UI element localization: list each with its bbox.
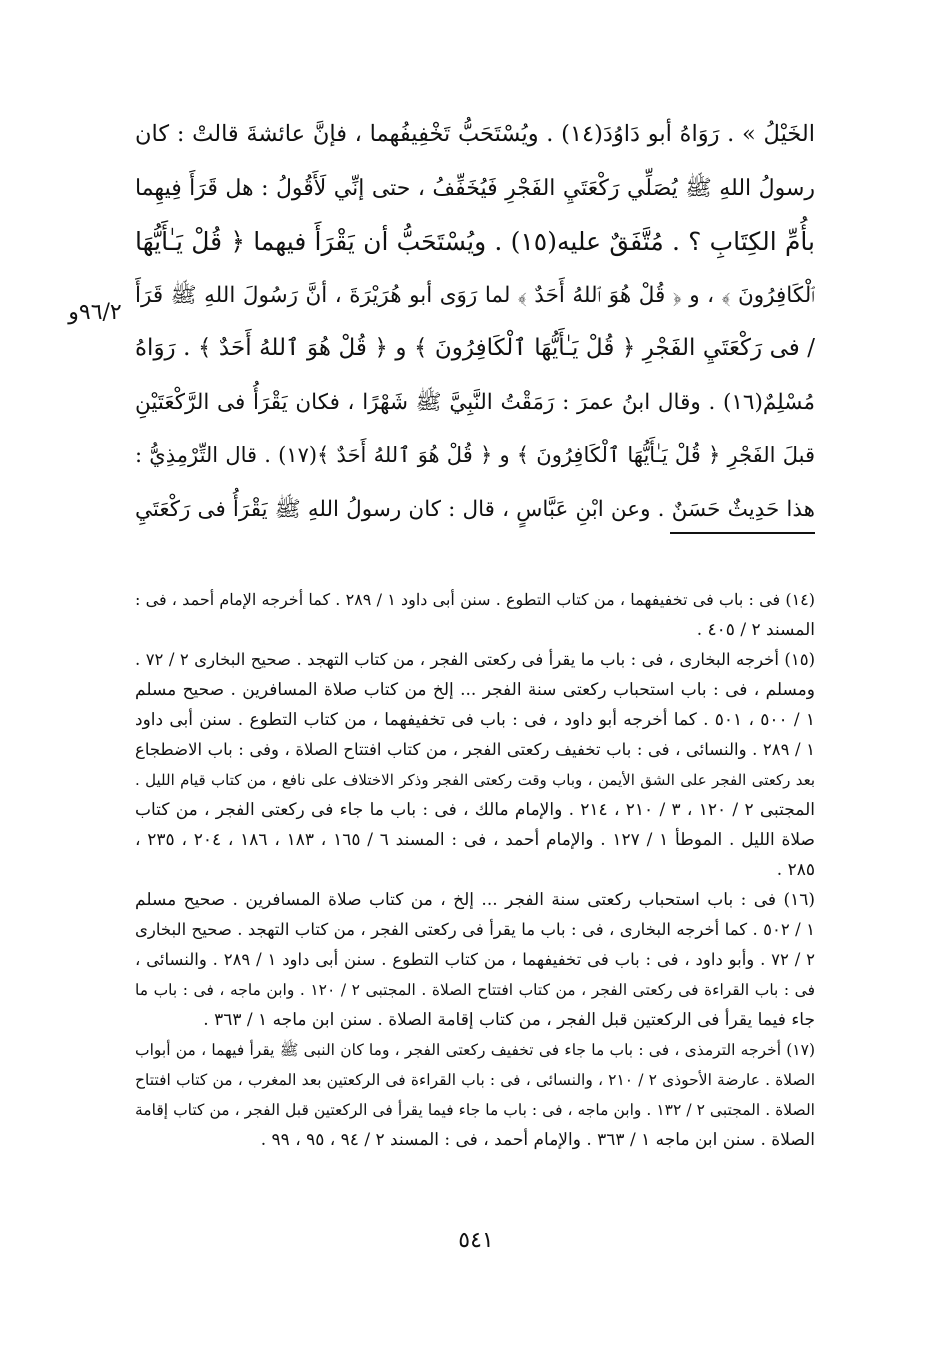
footnote-line: الصلاة . عارضة الأحوذى ٢ / ٢١٠ ، والنسائى ، فى : باب القراءة فى الركعتين بعد المغرب ، من كتاب افتتاح bbox=[135, 1071, 815, 1089]
footnote-line: الصلاة . المجتبى ٢ / ١٣٢ . وابن ماجه ، فى : باب ما جاء فيما يقرأ فى الركعتين قبل الفجر ، من كتاب إقامة bbox=[135, 1101, 815, 1119]
footnote-line: ٢٨٥ . bbox=[776, 860, 815, 880]
body-line: رسولُ اللهِ ﷺ يُصَلِّي رَكْعَتَيِ الفَجْرِ فَيُخَفِّفُ ، حتى إنِّي لَأَقُولُ : هل قَرَأَ فِيهِما bbox=[135, 175, 815, 201]
footnote-line: (١٧) أخرجه الترمذى ، فى : باب ما جاء فى تخفيف ركعتى الفجر ، وما كان النبى ﷺ يقرأ فيهما ، من أبواب bbox=[135, 1041, 815, 1059]
footnote-line: (١٥) أخرجه البخارى ، فى : باب ما يقرأ فى ركعتى الفجر ، من كتاب التهجد . صحيح البخارى ٢ / ٧٢ . bbox=[135, 650, 815, 669]
footnote-line: جاء فيما يقرأ فى الركعتين قبل الفجر ، من كتاب إقامة الصلاة . سنن ابن ماجه ١ / ٣٦٣ . bbox=[203, 1010, 815, 1030]
body-line: هذا حَدِيثٌ حَسَنٌ . وعن ابْنِ عَبَّاسٍ ، قال : كان رسولُ اللهِ ﷺ يَقْرَأُ فى رَكْعَتَيِ bbox=[135, 496, 815, 522]
footnote-line: المسند ٢ / ٤٠٥ . bbox=[696, 620, 815, 640]
body-line: الخَيْلُ » . رَوَاهُ أبو دَاوُدَ(١٤) . ويُسْتَحَبُّ تَخْفِيفُهما ، فإنَّ عائشةَ قالتْ : كان bbox=[135, 121, 815, 147]
body-line: قبلَ الفَجْرِ ﴿ قُلْ يَـٰأَيُّهَا ٱلْكَافِرُونَ ﴾ و ﴿ قُلْ هُوَ ٱللهُ أَحَدٌ ﴾(١٧) . قال التِّرْمِذِيُّ : bbox=[135, 443, 815, 467]
body-line: ٱلْكَافِرُونَ ﴾ ، و ﴿ قُلْ هُوَ ٱللهُ أَحَدٌ ﴾ لما رَوَى أبو هُرَيْرَةَ ، أنَّ رَسُولَ اللهِ ﷺ قَرَأَ bbox=[135, 282, 815, 308]
footnote-line: ١ / ٥٠٠ ، ٥٠١ . كما أخرجه أبو داود ، فى : باب فى تخفيفهما ، من كتاب التطوع . سنن أبى داود bbox=[135, 710, 815, 730]
main-text bbox=[135, 108, 815, 536]
footnote-line: الصلاة . سنن ابن ماجه ١ / ٣٦٣ . والإمام أحمد ، فى : المسند ٢ / ٩٤ ، ٩٥ ، ٩٩ . bbox=[260, 1130, 815, 1150]
footnote-line: صلاة الليل . الموطأ ١ / ١٢٧ . والإمام أحمد ، فى : المسند ٦ / ١٦٥ ، ١٨٣ ، ١٨٦ ، ٢٠٤ ، ٢٣٥ ، bbox=[135, 830, 815, 850]
footnote-line: بعد ركعتى الفجر على الشق الأيمن ، وباب وقت ركعتى الفجر وذكر الاختلاف على نافع ، من كتاب قيام الليل . bbox=[135, 771, 815, 789]
footnote-line: ١ / ٢٨٩ . والنسائى ، فى : باب تخفيف ركعتى الفجر ، من كتاب افتتاح الصلاة ، وفى : باب الاضطجاع bbox=[135, 740, 815, 759]
footnotes bbox=[135, 585, 815, 1155]
footnote-separator bbox=[670, 532, 815, 534]
footnote-line: (١٦) فى : باب استحباب ركعتى سنة الفجر ... إلخ ، من كتاب صلاة المسافرين . صحيح مسلم bbox=[135, 890, 815, 910]
footnote-line: ١ / ٥٠٢ . كما أخرجه البخارى ، فى : باب ما يقرأ فى ركعتى الفجر ، من كتاب التهجد . صحيح البخارى bbox=[135, 920, 815, 939]
page-number: ٥٤١ bbox=[458, 1228, 494, 1253]
body-line: / فى رَكْعَتَيِ الفَجْرِ ﴿ قُلْ يَـٰأَيُّهَا ٱلْكَافِرُونَ ﴾ و ﴿ قُلْ هُوَ ٱللهُ أَحَدٌ ﴾ . رَوَاهُ bbox=[135, 335, 815, 361]
footnote-line: المجتبى ٢ / ١٢٠ ، ٣ / ٢١٠ ، ٢١٤ . والإمام مالك ، فى : باب ما جاء فى ركعتى الفجر ، من كتاب bbox=[135, 800, 815, 820]
margin-folio-note: ٩٦/٢و bbox=[68, 300, 122, 325]
footnote-line: فى : باب القراءة فى ركعتى الفجر ، من كتاب افتتاح الصلاة . المجتبى ٢ / ١٢٠ . وابن ماجه ، فى : باب ما bbox=[135, 981, 815, 999]
body-line: مُسْلِمٌ(١٦) . وقال ابنُ عمرَ : رَمَقْتُ النَّبِيَّ ﷺ شَهْرًا ، فكان يَقْرَأُ فى الرَّكْعَتَيْنِ bbox=[135, 389, 815, 415]
footnote-line: (١٤) فى : باب فى تخفيفهما ، من كتاب التطوع . سنن أبى داود ١ / ٢٨٩ . كما أخرجه الإمام أحمد ، فى : bbox=[135, 590, 815, 609]
footnote-line: ٢ / ٧٢ . وأبو داود ، فى : باب فى تخفيفهما ، من كتاب التطوع . سنن أبى داود ١ / ٢٨٩ . والنسائى ، bbox=[135, 950, 815, 969]
footnote-line: ومسلم ، فى : باب استحباب ركعتى سنة الفجر ... إلخ من كتاب صلاة المسافرين . صحيح مسلم bbox=[135, 680, 815, 700]
body-line: بأُمِّ الكِتَابِ ؟ . مُتَّفَقٌ عليه(١٥) . ويُسْتَحَبُّ أن يَقْرَأَ فيهما ﴿ قُلْ يَـٰأَيُّهَا bbox=[135, 227, 815, 256]
